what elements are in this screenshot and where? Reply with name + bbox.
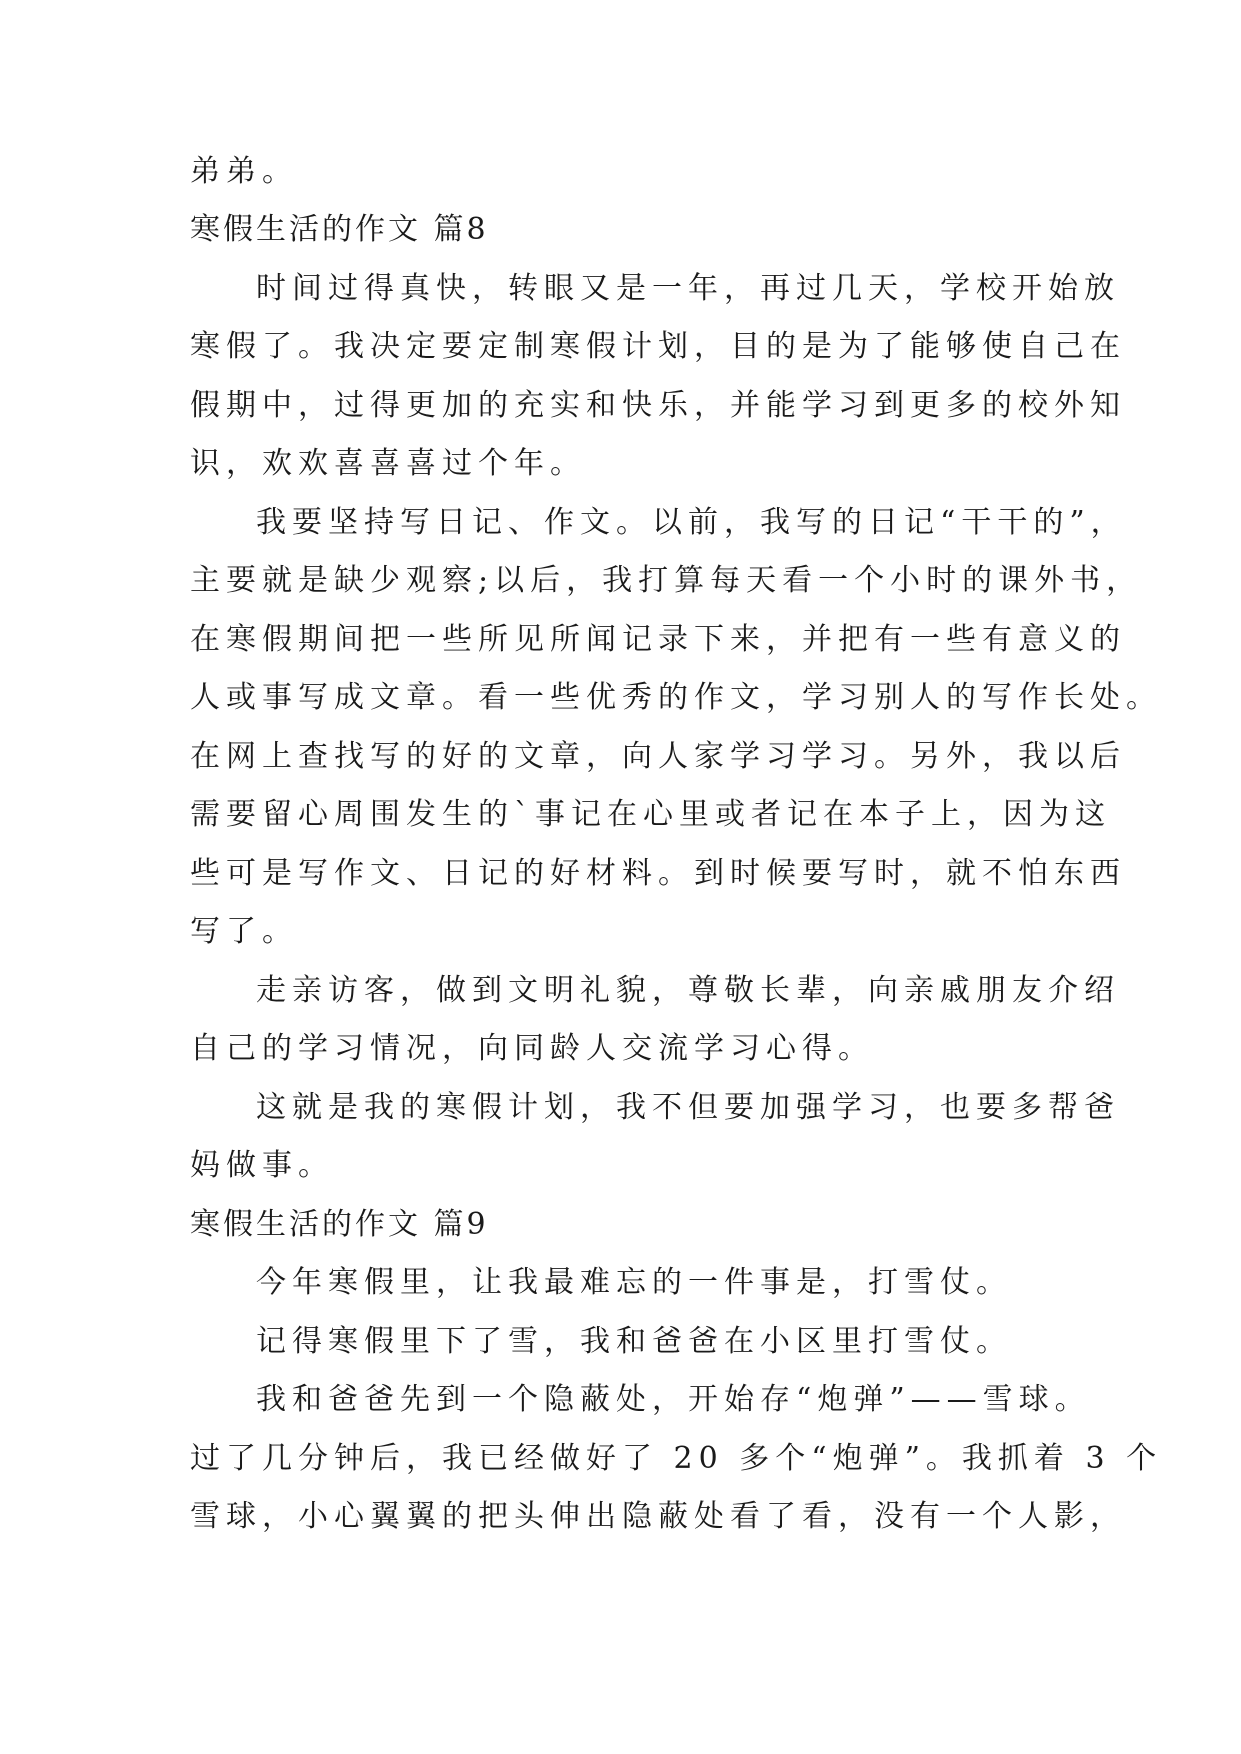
text-line: 在寒假期间把一些所见所闻记录下来，并把有一些有意义的 <box>190 622 1126 657</box>
paragraph-first-line: 走亲访客，做到文明礼貌，尊敬长辈，向亲戚朋友介绍 <box>256 973 1120 1008</box>
paragraph-first-line: 这就是我的寒假计划，我不但要加强学习，也要多帮爸 <box>256 1090 1120 1125</box>
section-heading: 寒假生活的作文 篇9 <box>190 1207 489 1242</box>
text-line: 弟弟。 <box>190 154 298 189</box>
paragraph-first-line: 我和爸爸先到一个隐蔽处，开始存“炮弹”——雪球。 <box>256 1382 1091 1417</box>
paragraph-first-line: 时间过得真快，转眼又是一年，再过几天，学校开始放 <box>256 271 1120 306</box>
paragraph-first-line: 今年寒假里，让我最难忘的一件事是，打雪仗。 <box>256 1265 1012 1300</box>
text-line: 寒假了。我决定要定制寒假计划，目的是为了能够使自己在 <box>190 329 1126 364</box>
text-line: 在网上查找写的好的文章，向人家学习学习。另外，我以后 <box>190 739 1126 774</box>
text-line: 妈做事。 <box>190 1148 334 1183</box>
section-heading: 寒假生活的作文 篇8 <box>190 212 489 247</box>
text-line: 假期中，过得更加的充实和快乐，并能学习到更多的校外知 <box>190 388 1126 423</box>
text-line: 些可是写作文、日记的好材料。到时候要写时，就不怕东西 <box>190 856 1126 891</box>
paragraph-first-line: 我要坚持写日记、作文。以前，我写的日记“干干的”， <box>256 505 1127 540</box>
text-line: 自己的学习情况，向同龄人交流学习心得。 <box>190 1031 874 1066</box>
text-line: 识，欢欢喜喜喜过个年。 <box>190 446 586 481</box>
text-line: 过了几分钟后，我已经做好了 20 多个“炮弹”。我抓着 3 个 <box>190 1441 1163 1476</box>
paragraph-first-line: 记得寒假里下了雪，我和爸爸在小区里打雪仗。 <box>256 1324 1012 1359</box>
text-line: 需要留心周围发生的`事记在心里或者记在本子上，因为这 <box>190 797 1111 832</box>
text-line: 主要就是缺少观察;以后，我打算每天看一个小时的课外书， <box>190 563 1143 598</box>
text-line: 雪球，小心翼翼的把头伸出隐蔽处看了看，没有一个人影， <box>190 1499 1126 1534</box>
text-line: 人或事写成文章。看一些优秀的作文，学习别人的写作长处。 <box>190 680 1162 715</box>
text-line: 写了。 <box>190 914 298 949</box>
